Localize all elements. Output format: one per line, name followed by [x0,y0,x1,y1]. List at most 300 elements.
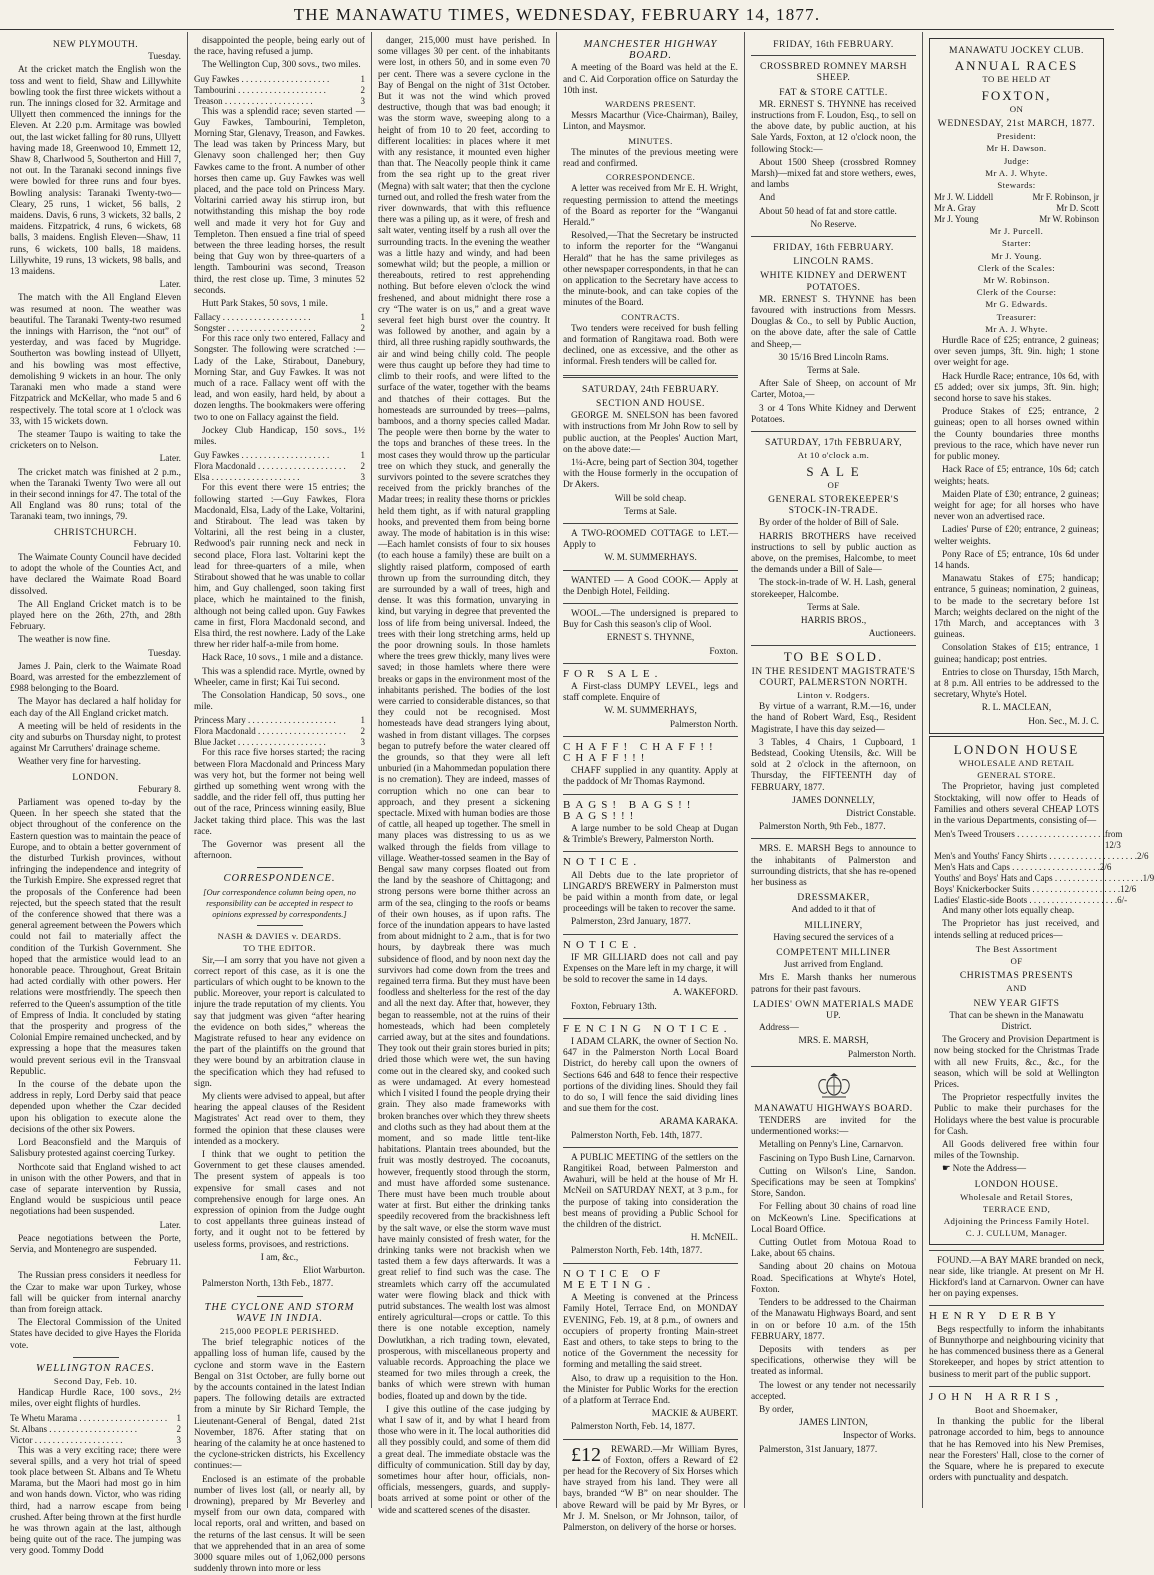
paragraph: The weather is now fine. [18,635,111,646]
ad-public-meeting: A PUBLIC MEETING of the settlers on the Rangitikei Road, between Palmerston and Awahuri, will be held at the house of Mr H. McNeil on SATURDAY NEXT, at 3 p.m., for the purpose of taking into consideration the best means of providing a Public School for the children of the district. [563,1152,738,1231]
list-row [194,74,365,85]
paragraph: Just arrived from England. [783,960,884,971]
ad-heading: LONDON HOUSE [953,741,1080,757]
signature: JAMES DONNELLY, [792,795,875,806]
dateline: Palmerston North, 9th Feb., 1877. [759,822,886,833]
officer: Mr A. J. Whyte. [985,167,1048,178]
ad-heading: LADIES' OWN MATERIALS MADE UP. [752,998,915,1022]
paragraph: All Goods delivered free within four miles of the Township. [934,1140,1099,1162]
heading-cyclone: THE CYCLONE AND STORM WAVE IN INDIA. [204,1301,355,1324]
dateline: Foxton, February 13th. [571,1001,657,1012]
signature: I am, &c., [260,1252,299,1263]
list-row [194,737,365,748]
list-row [194,85,365,96]
subheading: CORRESPONDENCE. [605,172,696,183]
paragraph: Deposits with tenders as per specifications, otherwise they will be treated as informal. [751,1344,916,1378]
race-item: Consolation Stakes of £15; entrance, 1 guinea; handicap; post entries. [934,643,1099,665]
paragraph: The Proprietor has just received, and intends selling at reduced prices— [934,919,1099,941]
race-item: Hack Hurdle Race; entrance, 10s 6d, with £5 added; over six jumps, 3ft. 9in. high; second horse to save his stakes. [934,371,1099,405]
steward: Mr J. Purcell. [989,226,1044,237]
paragraph: A meeting will be held of residents in the city and suburbs on Thursday night, to protest against Mr Carruthers' drainage scheme. [10,721,181,755]
list-row-value: 6/- [1117,895,1128,906]
paragraph: 3 or 4 Tons White Kidney and Derwent Potatoes. [751,403,916,425]
stewards-row [934,192,1099,203]
columns [4,32,1154,1575]
list-row-name: Flora Macdonald . . . . . . . . . . . . . . . . . . . . [194,726,346,737]
signature: A. WAKEFORD. [672,988,738,999]
label: Treasurer: [996,311,1037,322]
label: Starter: [1001,238,1032,249]
pointing-hand-icon: ☛ [942,1164,953,1175]
paragraph: danger, 215,000 must have perished. In some villages 30 per cent. of the inhabitants were lost, in others 50, and in some even 70 per cent. There was a severe cyclone in the Bay of Bengal on the night of 31st October. But it was not the wind which proved destructive, though that was bad enough; it was the storm wave, sweeping along to a height of from 10 to 20 feet, according to different localities: in places where it met with any resistance, it mounted even higher than that. The Neacolly people think it came from the sea right up to the great river (Megna) with salt water; that then the cyclone turned out, and rolled the fresh water from the river downwards, that with this refluence there was a piling up, as it were, of fresh and salt water, venting itself by a rush all over the surrounding tracts. In the evening the weather was a little hazy and windy, and had been somewhat wild; but the people, a million or thereabouts, retired to rest apprehending nothing. But before eleven o'clock the wind freshened, and about midnight there rose a cry “The water is on us,” and a great wave several feet high burst over the country. It was followed by another, and again by a third, all three rushing rapidly southwards, the air and wind being chilly cold. The people were thus caught up before they had time to climb to their roofs, and were lifted to the surface of the water, together with the beams and thatches of their cottages. But the homesteads are surrounded by trees—palms, bamboos, and a thorny species called Madar. The people were then borne by the water to the tops and branches of these trees. In the most cases they would throw up the particular tree on which they stuck, and generally the survivors pointed to the severe scratches they received from the prickly branches of the Madar trees; in reality these thorns or prickles held them tight, as if with natural grappling hooks, and prevented them from being borne away. The mode of habitation is in this wise:—Each hamlet consists of four to six houses (to each house a family) these are built on a slightly raised platform, composed of earth thrown up from the surrounding ditch, they are surrounded by a wall of trees, high and dense. It was this formation, unvarying in kind, but varying in degree that prevented the loss of life from being universal. Indeed, the trees with their long stretching arms, held up the poor drowning souls. In those hamlets where the trees grew thickly, many lives were saved; in those hamlets where there were breaks or gaps in the environment most of the inhabitants perished. The bodies of the lost were carried to considerable distances, so that they could not be recognised. Most homesteads have dead strangers lying about, washed in from distant villages. The corpses began to putrefy before the water cleared off the grounds, so that they were all left unburied (in a Mahommedan population there is no cremation). They are indeed, masses of corruption which no one can bear to approach, and they present a sickening spectacle. Mixed with human bodies are those of cattle, all heaped up together. The smell in many places was distressing to us as we walked through the fields from village to village. Weather-tossed seamen in the Bay of Bengal saw many corpses floated out from the land by the seashore of Chittagong; and strong persons were borne thither across an arm of the sea, clinging to the roofs or beams of their own houses, as if upon rafts. The force of the inundation appears to have lasted from about midnight to 2 a.m., that is for two hours, by daybreak there was much subsidence of flood, and by noon next day the survivors had come down from the trees and regained terra firma. But they must have been foodless and shelterless for the rest of the day and all the next day. After that, however, they began to reassemble, not at the ruins of their homesteads, which had been completely carried away, but at the sites and foundations. They took out their grain stores buried in pits; dried those which were wet, the sun having come out in the cleared sky, and cooked such as were undamaged. At every homestead which I visited I found the people drying their grain. They also made frameworks with broken branches over which they threw sheets and cloths such as they had about them at the moment, and so made little tent-like habitations. Plantain trees abounded, but the fruit was mostly destroyed. The cocoanuts, however, frequently stood through the storm, and must have afforded some sustenance. There must have been much trouble about water at first. But either the drinking tanks speedily recovered from the brackishness left by the salt wave, or else the storm wave must have mainly consisted of fresh water, for the drinking tanks were not brackish when we tasted them a few days afterwards. It was a great relief to find such was the case. The streamlets which carry off the accumulated water were flowing black and thick with putrid substances. The wealth lost was almost entirely agricultural—crops or cattle. To this there is one notable exception, namely Dowlutkhan, a rich trading town, elevated, prosperous, with miscellaneous property and valuable records. Approaching the place we steamed for two miles through a creek, the banks of which were strewn with human bodies, floated up and down by the tide. [378,36,550,1402]
paragraph: The Governor was present all the afternoon. [194,839,365,862]
paragraph: 3 Tables, 4 Chairs, 1 Cupboard, 1 Bedstead, Cooking Utensils, &c. Will be sold at 2 o'clock in the afternoon, on Thursday, the FIFTEENTH day of FEBRUARY, 1877. [751,737,916,793]
list-row [934,895,1128,906]
race-placings [194,312,365,334]
race-placings [194,715,365,748]
heading-manchester-highway-board: MANCHESTER HIGHWAY BOARD. [583,39,718,62]
divider [563,851,738,852]
paragraph: A First-class DUMPY LEVEL, legs and staff complete. Enquire of [563,681,738,704]
price-list [934,829,1154,906]
steward: Mr A. Gray [934,203,976,214]
dateline: Feburary 8. [138,784,181,795]
subheading: Boot and Shoemaker, [974,1404,1059,1415]
paragraph: disappointed the people, being early out of the race, having refused a jump. [194,36,365,58]
signature: HARRIS BROS., [800,615,867,626]
coat-of-arms-icon [812,1072,856,1100]
stewards-row [934,203,1099,214]
dateline: February 10. [133,539,181,550]
paragraph: This was a very exciting race; there were several spills, and a very hot trial of speed took place between St. Albans and Te Whetu Marama, but the Maori had most go in him and won hands down. Victor, who was riding third, had a narrow escape from being crushed. After being thrown at the first hurdle he was thrown again at the last, although being quite out of the race. The jumping was very good. Tommy Dodd [10,1445,181,1557]
paragraph: That can be shewn in the Manawatu District. [949,1010,1084,1033]
list-row [10,1435,181,1446]
paragraph: The Proprietor respectfully invites the Public to make their purchases for the Holidays where the best value is procurable for Cash. [934,1093,1099,1137]
signature: JAMES LINTON, [799,1418,868,1429]
ad-heading: FAT & STORE CATTLE. [779,86,888,98]
ad-cook: WANTED — A Good COOK.— Apply at the Denbigh Hotel, Feilding. [563,575,738,597]
paragraph: The Wellington Cup, 300 sovs., two miles. [202,60,361,71]
divider [563,523,738,524]
paragraph: The match with the All England Eleven was resumed at noon. The weather was beautiful. The Taranaki Twenty-two resumed the innings with Harrison, the “not out” of yesterday, and was faced by Mugridge. Southerton was bowling instead of Ullyett, and his bowling was most effective, demolishing 9 wickets in an hour. The only Taranaki men who made a stand were Fitzpatrick and McKellar, who made 5 and 6 respectively. The total score at 1 o'clock was 33, with 15 wickets down. [10,293,181,427]
steward: Mr F. Robinson, jr [1032,192,1099,203]
signature: Hon. Sec., M. J. C. [1028,716,1099,727]
ad-heading: HENRY DERBY [929,1310,1061,1323]
list-row-name: Treason . . . . . . . . . . . . . . . . . . . . [194,95,313,106]
steward: Mr W. Robinson [1039,214,1099,225]
list-row [934,873,1154,884]
list-row-name: Guy Fawkes . . . . . . . . . . . . . . . . . . . . [194,73,330,84]
list-row [934,851,1149,862]
divider [563,1439,738,1440]
subheading: ON [1009,103,1024,114]
paragraph: Weather very fine for harvesting. [18,757,141,768]
letter-addressee: TO THE EDITOR. [243,943,316,954]
race-item: Hurdle Race of £25; entrance, 2 guineas; over seven jumps, 3ft. 9in. high; 1 stone over weight for age. [934,336,1099,369]
paragraph: MR. ERNEST S. THYNNE has been favoured with instructions from Messrs. Douglas & Co., to sell by Public Auction, on the above date, after the sale of Cattle and Sheep,— [751,294,916,350]
list-row-name: Victor . . . . . . . . . . . . . . . . . . . . [10,1434,123,1445]
paragraph: By order of the holder of Bill of Sale. [759,518,899,529]
list-row [194,450,365,461]
paragraph: The Waimate County Council have decided to adopt the whole of the Counties Act, and have declared the Waimate Road Board dissolved. [10,552,181,597]
steward: Mr D. Scott [1056,203,1099,214]
subheading: TO BE HELD AT [982,74,1051,85]
list-row-value: 3 [360,95,365,106]
dateline: Palmerston North, Feb. 14, 1877. [571,1422,695,1433]
paragraph [934,1164,1099,1175]
signature: Inspector of Works. [842,1431,916,1442]
dateline: Later. [159,280,181,291]
column-6 [922,32,1154,1508]
steward: Mr J. Young [934,214,979,225]
ad-heading: NEW YEAR GIFTS [973,997,1060,1009]
ad-heading: JOHN HARRIS, [929,1390,1063,1403]
paragraph: I ADAM CLARK, the owner of Section No. 647 in the Palmerston North Local Board District, do hereby call upon the owners of Sections 646 and 648 to fence their respective portions of the dividing lines. Should they fail to do so, I will fence the said dividing lines and sue them for the cost. [563,1037,738,1115]
stewards-row [934,214,1099,225]
paragraph: Enclosed is an estimate of the probable number of lives lost (all, or nearly all, by drowning), prepared by Mr Beverley and myself from our own data, compared with local reports, oral and written, and based on the returns of the last census. It will be seen that we apprehended that in an area of some 3000 square miles out of 1,062,000 persons suddenly thrown into more or less [194,1474,365,1575]
paragraph: Metalling on Penny's Line, Carnarvon. [759,1140,904,1151]
divider [563,1018,738,1019]
paragraph: TENDERS are invited for the undermentioned works:— [751,1116,916,1138]
race-date: WEDNESDAY, 21st MARCH, 1877. [937,118,1096,130]
race-item: Ladies' Purse of £20; entrance, 2 guineas; welter weights. [934,525,1099,547]
paragraph: Parliament was opened to-day by the Queen. In her speech she stated that the object throughout of the conference on the Eastern question was to maintain the peace of Europe, and to obtain a better government of the disturbed Turkish provinces, without infringing the independence and integrity of the Turkish Empire. She expressed regret that the proposals of the Conference had been rejected, but the speech stated that the result of the conference showed that there was a general agreement between the Powers which could not fail to materially affect the condition of the Turkish Government. She hoped that the armistice would lead to an honorable peace. Throughout, Great Britain had acted cordially with other powers. Her relations were mostfriendly. The speech then referred to the Queen's assumption of the title of Empress of India. It concluded by stating that the prosperity and progress of the Colonial Empire remained unchecked, and by expressing a hope that the measures taken would prevent serious evil in the Transvaal Republic. [10,798,181,1077]
divider [563,375,738,378]
paragraph: For this event there were 15 entries; the following started :—Guy Fawkes, Flora Macdonald, Elsa, Lady of the Lake, Voltarini, and Stirabout. The lead was taken by Voltarini, all the rest being in a cluster, Redwood's pair running neck and neck in second place, Flora last. Voltarini kept the lead for three-quarters of a mile, when Stirabout showed that he was unable to collar him, and Guy challenged, soon taking first place, which he maintained to the finish, although not being called upon. Guy Fawkes came in first, Flora Macdonald second, and Elsa third, the rest nowhere. Lady of the Lake threw her rider half-a-mile from home. [194,483,365,651]
list-row-value: 2 [360,84,365,95]
paragraph: The stock-in-trade of W. H. Lash, general storekeeper, Halcombe. [751,578,916,600]
ad-london-house [929,736,1154,1245]
signature: Auctioneers. [868,629,916,640]
dateline: Later. [159,1220,181,1231]
divider [563,663,738,664]
paragraph: The brief telegraphic notices of the appalling loss of human life, caused by the cyclone and storm wave in the Eastern Bengal on 31st October, are fully borne out by the accounts contained in the latest Indian papers. The following details are extracted from a minute by Sir Richard Temple, the Lieutenant-General of Bengal, dated 21st November, 1876. After stating that on hearing of the calamity he at once hastened to the cyclone-stricken districts, his Excellency continues:— [194,1338,365,1472]
label: Judge: [1003,155,1030,166]
list-row-value: 3 [360,737,365,748]
subheading: OF [827,479,840,490]
paragraph: Resolved,—That the Secretary be instructed to inform the reporter for the “Wanganui Herald” that he has the same privileges as other newspaper correspondents, in that he can on application to the Secretary have access to the minute-book, and can take copies of the minutes of the Board. [563,231,738,309]
paragraph: This was a splendid race; seven started —Guy Fawkes, Tambourini, Templeton, Morning Star, Glenavy, Treason, and Fawkes. The lead was taken by Princess Mary, but Glenavy soon challenged her; then Guy Fawkes came to the front. A number of other horses then came up. Guy Fawkes was well placed, and the pace told on Princess Mary. Voltarini carried away his stirrup iron, but notwithstanding this mishap the boy rode well and made it very hot for Guy and Templeton. Then ensued a fine trial of speed between the three leading horses, the result being that Guy won by three-quarters of a length. Tambourini was second, Treason third, the rest close up. Time, 3 minutes 52 seconds. [194,106,365,296]
signature: ARAMA KARAKA. [659,1117,738,1128]
signature: District Constable. [846,808,916,819]
paragraph: My clients were advised to appeal, but after hearing the appeal clauses of the Resident Magistrates' Act read over to them, they formed the opinion that these clauses were intended as a mockery. [194,1092,365,1147]
paragraph: The minutes of the previous meeting were read and confirmed. [563,147,738,170]
sale-time: At 10 o'clock a.m. [797,450,870,461]
ad-heading: NOTICE OF MEETING. [563,1267,666,1291]
race-item: Maiden Plate of £30; entrance, 2 guineas; weight for age; for all horses who have never won an advertised race. [934,489,1099,523]
officer: Mr W. Robinson. [983,275,1050,286]
signature: Palmerston North. [847,1049,916,1060]
heading-correspondence: CORRESPONDENCE. [223,873,336,885]
divider [751,838,916,839]
paragraph: In thanking the public for the liberal patronage accorded to him, begs to announce that he has Removed into his New Premises, near the Foresters' Hall, close to the corner of the Square, where he is prepared to execute orders with punctuality and despatch. [929,1417,1104,1484]
list-row-name: Boys' Knickerbocker Suits . . . . . . . . . . . . . . . . . . . . [934,884,1121,895]
divider [257,867,303,868]
list-row [194,312,365,323]
paragraph: The Consolation Handicap, 50 sovs., one mile. [194,690,365,713]
subheading: The Best Assortment [975,943,1058,954]
paragraph: Begs respectfully to inform the inhabitants of Bunnythorpe and neighbouring vicinity that he has commenced business there as a General Storekeeper, and hopes by strict attention to business to merit part of the public support. [929,1324,1104,1380]
ad-cottage: A TWO-ROOMED COTTAGE to LET.—Apply to [563,528,738,551]
paragraph: After Sale of Sheep, on account of Mr Carter, Motoa,— [751,379,916,401]
paragraph: Hutt Park Stakes, 50 sovs, 1 mile. [202,299,328,310]
note-label: Note the Address— [952,1164,1027,1175]
list-row [194,461,365,472]
ad-heading: LINCOLN RAMS. [793,256,874,268]
list-row-value: 1 [360,715,365,726]
sale-title: SECTION AND HOUSE. [596,397,705,409]
list-row-name: Princess Mary . . . . . . . . . . . . . . . . . . . . [194,715,336,726]
paragraph: MRS. E. MARSH Begs to announce to the inhabitants of Palmerston and surrounding districts, that she has re-opened her business as [751,844,916,888]
ad-heading: GENERAL STOREKEEPER'S STOCK-IN-TRADE. [768,493,899,517]
race-item: Produce Stakes of £25; entrance, 2 guineas; open to all horses owned within the County boundaries three months previous to the race, which have never run for public money. [934,407,1099,463]
list-row-value: 2/6 [1137,851,1149,862]
paragraph: Cutting Outlet from Motoua Road to Lake, about 65 chains. [751,1238,916,1260]
heading-wellington-races: WELLINGTON RACES. [36,1362,155,1374]
divider [751,431,916,432]
ad-heading: NOTICE. [563,938,642,951]
masthead [0,0,1114,30]
divider [751,236,916,237]
letter-heading: NASH & DAVIES v. DEARDS. [217,931,342,942]
divider [751,55,916,56]
ad-heading: CHAFF! CHAFF!! CHAFF!!! [563,740,718,764]
paragraph: The cricket match was finished at 2 p.m., when the Taranaki Twenty Two were all out in their second innings for 47. The total of the All England was 80 runs; total of the Taranaki team, two innings, 79. [10,467,181,523]
paragraph: IF MR GILLIARD does not call and pay Expenses on the Mare left in my charge, it will be sold to recover the same in 14 days. [563,952,738,986]
paragraph: All Debts due to the late proprietor of LINGARD'S BREWERY in Palmerston must be paid within a month from date, or legal proceedings will be taken to recover the same. [563,870,738,915]
dateline: Palmerston North, Feb. 14th, 1877. [571,1246,703,1257]
ad-heading: DRESSMAKER, [797,892,870,904]
paragraph: Tenders to be addressed to the Chairman of the Manawatu Highways Board, and sent in on or before 10 a.m. of the 15th FEBRUARY, 1877. [751,1298,916,1342]
terms: Terms at Sale. [807,366,860,377]
subheading: Second Day, Feb. 10. [53,1375,138,1386]
dateline: Palmerston North, 13th Feb., 1877. [202,1279,334,1290]
list-row [10,1424,181,1435]
ad-heading: MANAWATU HIGHWAYS BOARD. [754,1102,913,1114]
list-row [10,1413,181,1424]
paragraph: A letter was received from Mr E. H. Wright, requesting permission to attend the meetings of the Board as reporter for the “Wanganui Herald.” [563,184,738,229]
list-row-name: Ladies' Elastic-side Boots . . . . . . . . . . . . . . . . . . . . [934,895,1118,906]
paragraph: Two tenders were received for bush felling and formation of Rangitawa road. Both were declined, one as excessive, and the other as informal. Fresh tenders will be called for. [563,323,738,368]
officer: Mr J. Young. [991,250,1042,261]
steward: Mr J. W. Liddell [934,192,994,203]
ad-heading: CHRISTMAS PRESENTS [959,970,1074,982]
paragraph: Lord Beaconsfield and the Marquis of Salisbury protested against coercing Turkey. [10,1138,181,1160]
terms: Terms at Sale. [807,602,860,613]
label: Stewards: [997,180,1036,191]
race-placings [10,1413,181,1446]
ad-heading: CROSSBRED ROMNEY MARSH SHEEP. [759,61,908,84]
list-row [194,323,365,334]
paragraph: A large number to be sold Cheap at Dugan & Trimble's Brewery, Palmerston North. [563,823,738,846]
paragraph: For this race five horses started; the racing between Flora Macdonald and Princess Mary was very hot, but the former not being well girthed up something went wrong with the saddle, and the rider fell off, thus putting her out of the race, Princess winning easily, Blue Jacket taking third place. This was the last race. [194,748,365,837]
label: Clerk of the Course: [976,287,1057,298]
ad-heading: FENCING NOTICE. [563,1022,732,1035]
paragraph: Northcote said that England wished to act in unison with the other Powers, and that in case of separate intervention by Russia, England would be suspicious until peace negotiations had been suspended. [10,1162,181,1218]
subheading: MINUTES. [628,135,673,146]
subheading: AND [1006,983,1027,994]
list-row-value: 1 [360,312,365,323]
paragraph: For Felling about 30 chains of road line on McKeown's Line. Specifications at Local Board Office. [751,1202,916,1235]
signature: C. J. CULLUM, Manager. [965,1228,1068,1239]
list-row-value: 1 [176,1412,181,1423]
reward-amount: £12 [571,1443,601,1466]
paragraph: MR. ERNEST S. THYNNE has received instructions from F. Loudon, Esq., to sell on the above date, by public auction, at his Sale Yards, Foxton, at 12 o'clock noon, the following Stock:— [751,99,916,155]
paragraph: Will be sold cheap. [614,493,687,504]
divider [563,736,738,737]
paragraph: By virtue of a warrant, R.M.—16, under the hand of Robert Ward, Esq., Resident Magistrate, I have this day seized— [751,702,916,735]
dateline: Palmerston, 23rd January, 1877. [571,917,691,928]
paragraph: James J. Pain, clerk to the Waimate Road Board, was arrested for the embezzlement of £988 belonging to the Board. [10,661,181,695]
heading-new-plymouth: NEW PLYMOUTH. [52,39,139,50]
ad-heading: FOR SALE. [563,667,663,680]
race-placings [194,450,365,483]
signature: W. M. SUMMERHAYS, [604,706,697,717]
case-name: Linton v. Rodgers. [797,689,870,700]
list-row-name: Flora Macdonald . . . . . . . . . . . . . . . . . . . . [194,461,346,472]
paragraph: Peace negotiations between the Porte, Servia, and Montenegro are suspended. [10,1233,181,1255]
signature: MACKIE & AUBERT. [651,1409,738,1420]
ad-heading: IN THE RESIDENT MAGISTRATE'S COURT, PALMERSTON NORTH. [751,665,916,688]
paragraph: The Grocery and Provision Department is now being stocked for the Christmas Trade with all new Fruits, &c., &c., for the season, which will be sold at Wellington Prices. [934,1035,1099,1091]
dateline: Tuesday. [148,648,181,659]
list-row-name: Tambourini . . . . . . . . . . . . . . . . . . . . [194,84,326,95]
signature: Palmerston North. [669,719,738,730]
list-row-value: 2/6 [1099,862,1112,873]
paragraph: The lowest or any tender not necessarily accepted. [751,1380,916,1402]
paragraph: GEORGE M. SNELSON has been favored with instructions from Mr John Row to sell by public auction, at the Peoples' Auction Mart, on the above date:— [563,411,738,455]
subheading: GENERAL STORE. [977,770,1056,781]
paragraph: And many other lots equally cheap. [942,906,1075,917]
signature: ERNEST S. THYNNE, [606,633,695,644]
list-row-name: Fallacy . . . . . . . . . . . . . . . . . . . . [194,312,311,323]
paragraph: About 1500 Sheep (crossbred Romney Marsh)—mixed fat and store wethers, ewes, and lambs [751,157,916,191]
paragraph: At the cricket match the English won the toss and went to field, Shaw and Lillywhite bowling took the first three wickets without a run. The innings closed for 32. Armitage and Ullyett then commenced the innings for the Eleven. At 2.20 p.m. Armitage was bowled out, the last wicket falling for 80 runs, Ullyett having made 18, Greenwood 10, Emmett 12, Shaw 8, Charlwood 5, Southerton and Hill 7, not out. In the Taranaki second innings five were bowled for three runs and four byes. Bowling analysis: Taranaki Twenty-two—Cleary, 25 runs, 1 wicket, 56 balls, 2 maidens. Davis, 6 runs, 3 wickets, 32 balls, 2 maidens. Fitzpatrick, 4 runs, 6 wickets, 68 balls, 3 maidens. English Eleven—Shaw, 11 runs, 6 wickets, 100 balls, 18 maidens. Lillywhite, 19 runs, 13 wickets, 98 balls, and 13 maidens. [10,65,181,278]
list-row-value: 12/6 [1120,884,1137,895]
list-row-value: 1 [360,73,365,84]
dateline: February 11. [133,1258,181,1269]
paragraph: 30 15/16 Bred Lincoln Rams. [778,352,889,363]
divider [751,645,916,646]
divider [929,1305,1104,1306]
subheading: Adjoining the Princess Family Hotel. [943,1216,1090,1227]
list-row [194,96,365,107]
sale-date: FRIDAY, 16th FEBRUARY. [773,39,894,50]
terms: No Reserve. [810,219,857,230]
race-item: Hack Race of £5; entrance, 10s 6d; catch weights; heats. [934,465,1099,487]
list-row-value: 1/9 [1142,873,1154,884]
paragraph: CHAFF supplied in any quantity. Apply at the paddock of Mr Thomas Raymond. [563,766,738,788]
subheading: Wholesale and Retail Stores, [960,1191,1073,1202]
masthead-title: THE MANAWATU TIMES, WEDNESDAY, FEBRUARY 14, 1877. [293,4,821,24]
subheading: WARDENS PRESENT. [605,99,696,110]
ad-heading: MANAWATU JOCKEY CLUB. [949,45,1084,56]
list-row [934,884,1137,895]
paragraph: Address— [759,1023,799,1034]
ad-wool: WOOL.—The undersigned is prepared to Buy for Cash this season's clip of Wool. [563,608,738,631]
column-1 [4,32,187,1557]
paragraph: Mrs E. Marsh thanks her numerous patrons for their past favours. [751,973,916,995]
column-3 [371,32,556,1516]
paragraph: Messrs Macarthur (Vice-Chairman), Bailey, Linton, and Maysmor. [563,111,738,133]
ad-jockey-club [929,38,1104,734]
column-2 [187,32,371,1575]
subheading: CONTRACTS. [621,311,680,322]
race-item: Pony Race of £5; entrance, 10s 6d under 14 hands. [934,549,1099,571]
signature: Eliot Warburton. [302,1266,365,1277]
signature: H. McNEIL. [690,1233,738,1244]
divider [929,1250,1104,1251]
paragraph: Cutting on Wilson's Line, Sandon. Specifications may be seen at Tompkins' Store, Sandon. [751,1166,916,1200]
paragraph: The Electoral Commission of the United States have decided to give Hayes the Florida vote. [10,1318,181,1351]
divider [563,570,738,571]
race-item: Manawatu Stakes of £75; handicap; entrance, 5 guineas; nomination, 2 guineas, to be made to the secretary before 1st March; weights declared on the night of the 17th March, and acceptances with 3 guineas. [934,574,1099,641]
divider [563,934,738,935]
paragraph: I think that we ought to petition the Government to get these clauses amended. The present system of appeals is too expensive for small cases and not comprehensive enough for large ones. An expression of opinion from the Judge ought to cost appellants three guineas instead of forty, and it ought not to be fettered by useless forms, provisoes, and restrictions. [194,1150,365,1250]
ad-heading: BAGS! BAGS!! BAGS!!! [563,798,696,822]
terms: Terms at Sale. [624,506,677,517]
ad-heading: TO BE SOLD. [783,649,884,665]
list-row-name: Elsa . . . . . . . . . . . . . . . . . . . . [194,472,300,483]
heading-christchurch: CHRISTCHURCH. [54,526,137,538]
divider [563,1263,738,1264]
sale-date: FRIDAY, 16th FEBRUARY. [773,242,894,254]
column-5 [744,32,922,1508]
paragraph: Hack Race, 10 sovs., 1 mile and a distance. [202,653,364,664]
paragraph: Having secured the services of a [773,932,894,943]
list-row-name: Guy Fawkes . . . . . . . . . . . . . . . . . . . . [194,450,330,461]
list-row-name: Blue Jacket . . . . . . . . . . . . . . . . . . . . [194,737,326,748]
ad-heading: ANNUAL RACES [954,58,1079,74]
ad-heading: LONDON HOUSE. [974,1178,1059,1190]
paragraph: By order, [759,1404,794,1415]
race-item: Entries to close on Thursday, 15th March, at 8 p.m. All entries to be addressed to the secretary, Whyte's Hotel. [934,667,1099,701]
paragraph: The All England Cricket match is to be played here on the 26th, 27th, and 28th February. [10,599,181,633]
ad-reward [563,1445,738,1535]
paragraph: I give this outline of the case judging by what I saw of it, and by what I heard from those who were in it. The local authorities did all they possibly could, and some of them did a great deal. The immediate obstacle was the difficulty of communication. Still day by day, sometimes hour after hour, officials, non-officials, messengers, guards, and supply-boats arrived at some point or other of the wide and scattered scenes of the disaster. [378,1404,550,1516]
list-row-value: 2 [360,461,365,472]
paragraph: For this race only two entered, Fallacy and Songster. The following were scratched :—Lady of the Lake, Stirabout, Danebury, Morning Star, and Guy Fawkes. It was not much of a race. Fallacy went off with the lead, and won easily, hard held, by about a dozen lengths. The bookmakers were offering two to one on Fallacy against the field. [194,334,365,423]
divider [563,794,738,795]
officer: Mr A. J. Whyte. [985,323,1048,334]
paragraph: And added to it that of [791,905,876,916]
list-row-name: Youths' and Boys' Hats and Caps . . . . . . . . . . . . . . . . . . . . [934,873,1143,884]
signature: Foxton. [709,646,738,657]
paragraph: Jockey Club Handicap, 150 sovs., 1½ miles. [194,425,365,448]
subheading: 215,000 PEOPLE PERISHED. [219,1325,340,1336]
list-row-value: from 12/3 [1104,829,1123,851]
officer: Mr G. Edwards. [985,299,1048,310]
ad-found: FOUND.—A BAY MARE branded on neck, near side, like triangle. At present on Mr H. Hickford's land at Carnarvon. Owner can have her on paying expenses. [929,1255,1104,1300]
list-row-value: 1 [360,450,365,461]
list-row-value: 3 [360,472,365,483]
paragraph: The steamer Taupo is waiting to take the cricketers on to Nelson. [10,429,181,452]
paragraph: Sanding about 20 chains on Motoua Road. Specifications at Whyte's Hotel, Foxton. [751,1262,916,1295]
list-row-value: 2 [176,1423,181,1434]
paragraph: A meeting of the Board was held at the E. and C. Aid Corporation office on Saturday the 10th inst. [563,63,738,96]
paragraph: Fascining on Typo Bush Line, Carnarvon. [759,1153,915,1164]
divider [563,603,738,604]
list-row [934,862,1112,873]
list-row-name: Songster . . . . . . . . . . . . . . . . . . . . [194,323,316,334]
divider [929,1386,1104,1387]
paragraph: And [759,193,776,204]
list-row [194,715,365,726]
paragraph: A Meeting is convened at the Princess Family Hotel, Terrace End, on MONDAY EVENING, Feb. 19, at 8 p.m., of owners and occupiers of property fronting Main-street East and others, to take steps to bring to the notice of the Government the necessity for forming and metalling the said street. [563,1293,738,1371]
list-row-name: Te Whetu Marama . . . . . . . . . . . . . . . . . . . . [10,1412,168,1423]
paragraph: The Russian press considers it needless for the Czar to make war upon Turkey, whose fall will be quicker from internal anarchy than from foreign attack. [10,1271,181,1315]
ad-heading: WHITE KIDNEY and DERWENT POTATOES. [760,270,907,293]
